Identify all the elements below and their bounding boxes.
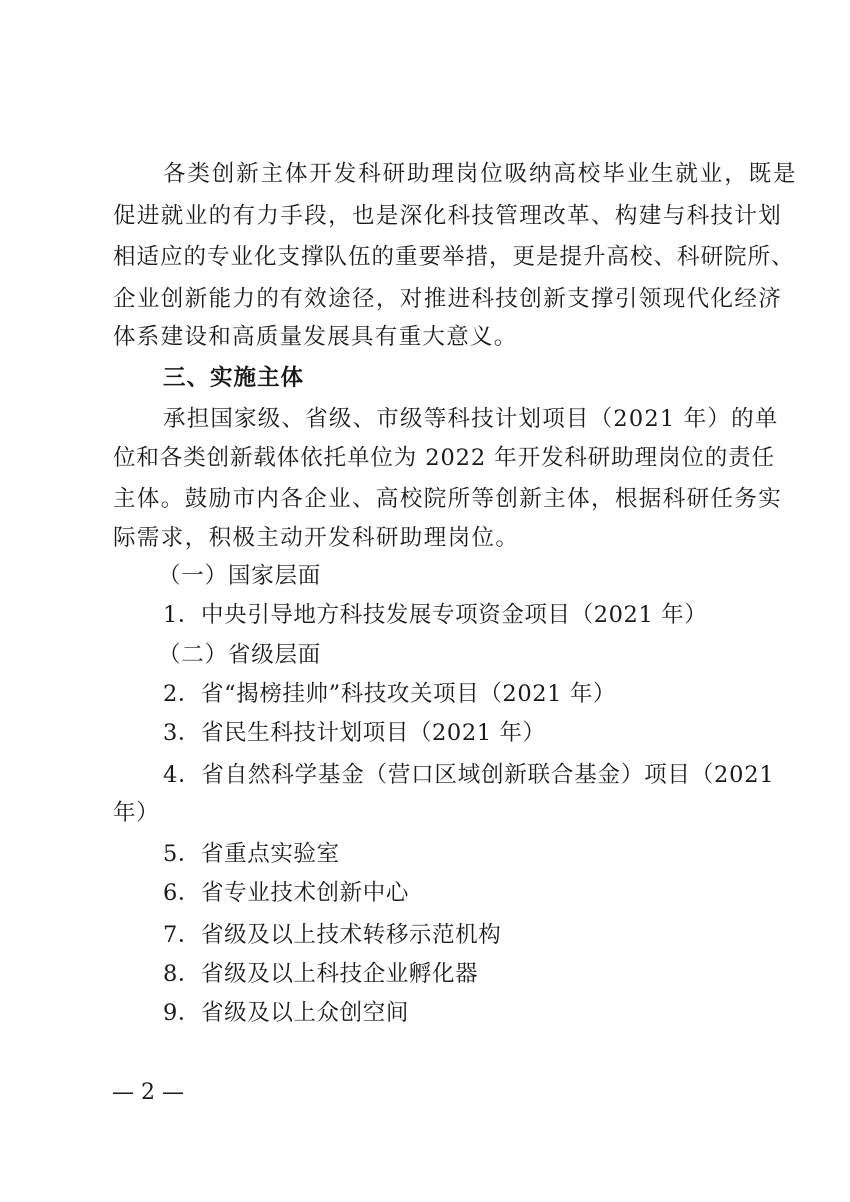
list-item-7: 7．省级及以上技术转移示范机构 xyxy=(163,922,502,948)
paragraph-2-line-3: 主体。鼓励市内各企业、高校院所等创新主体，根据科研任务实 xyxy=(113,486,783,512)
paragraph-2-line-1: 承担国家级、省级、市级等科技计划项目（2021 年）的单 xyxy=(163,406,779,432)
subsection-provincial-level: （二）省级层面 xyxy=(158,642,322,668)
paragraph-1-line-4: 企业创新能力的有效途径，对推进科技创新支撑引领现代化经济 xyxy=(113,286,783,312)
page-number: — 2 — xyxy=(112,1080,184,1105)
paragraph-2-line-2: 位和各类创新载体依托单位为 2022 年开发科研助理岗位的责任 xyxy=(113,445,775,471)
list-item-4-line-1: 4．省自然科学基金（营口区域创新联合基金）项目（2021 xyxy=(163,762,775,788)
subsection-national-level: （一）国家层面 xyxy=(158,563,322,589)
list-item-5: 5．省重点实验室 xyxy=(163,841,340,867)
section-heading: 三、实施主体 xyxy=(163,365,305,391)
list-item-3: 3．省民生科技计划项目（2021 年） xyxy=(163,720,546,746)
list-item-1: 1．中央引导地方科技发展专项资金项目（2021 年） xyxy=(163,602,708,628)
paragraph-1-line-3: 相适应的专业化支撑队伍的重要举措，更是提升高校、科研院所、 xyxy=(113,244,795,270)
paragraph-2-line-4: 际需求，积极主动开发科研助理岗位。 xyxy=(113,525,520,551)
list-item-4-line-2: 年） xyxy=(113,800,160,826)
paragraph-1-line-2: 促进就业的有力手段，也是深化科技管理改革、构建与科技计划 xyxy=(113,203,783,229)
list-item-6: 6．省专业技术创新中心 xyxy=(163,880,409,906)
paragraph-1-line-5: 体系建设和高质量发展具有重大意义。 xyxy=(113,324,518,350)
list-item-8: 8．省级及以上科技企业孵化器 xyxy=(163,961,479,987)
list-item-2: 2．省“揭榜挂帅”科技攻关项目（2021 年） xyxy=(163,681,617,707)
paragraph-1-line-1: 各类创新主体开发科研助理岗位吸纳高校毕业生就业，既是 xyxy=(163,161,798,187)
list-item-9: 9．省级及以上众创空间 xyxy=(163,1000,409,1026)
